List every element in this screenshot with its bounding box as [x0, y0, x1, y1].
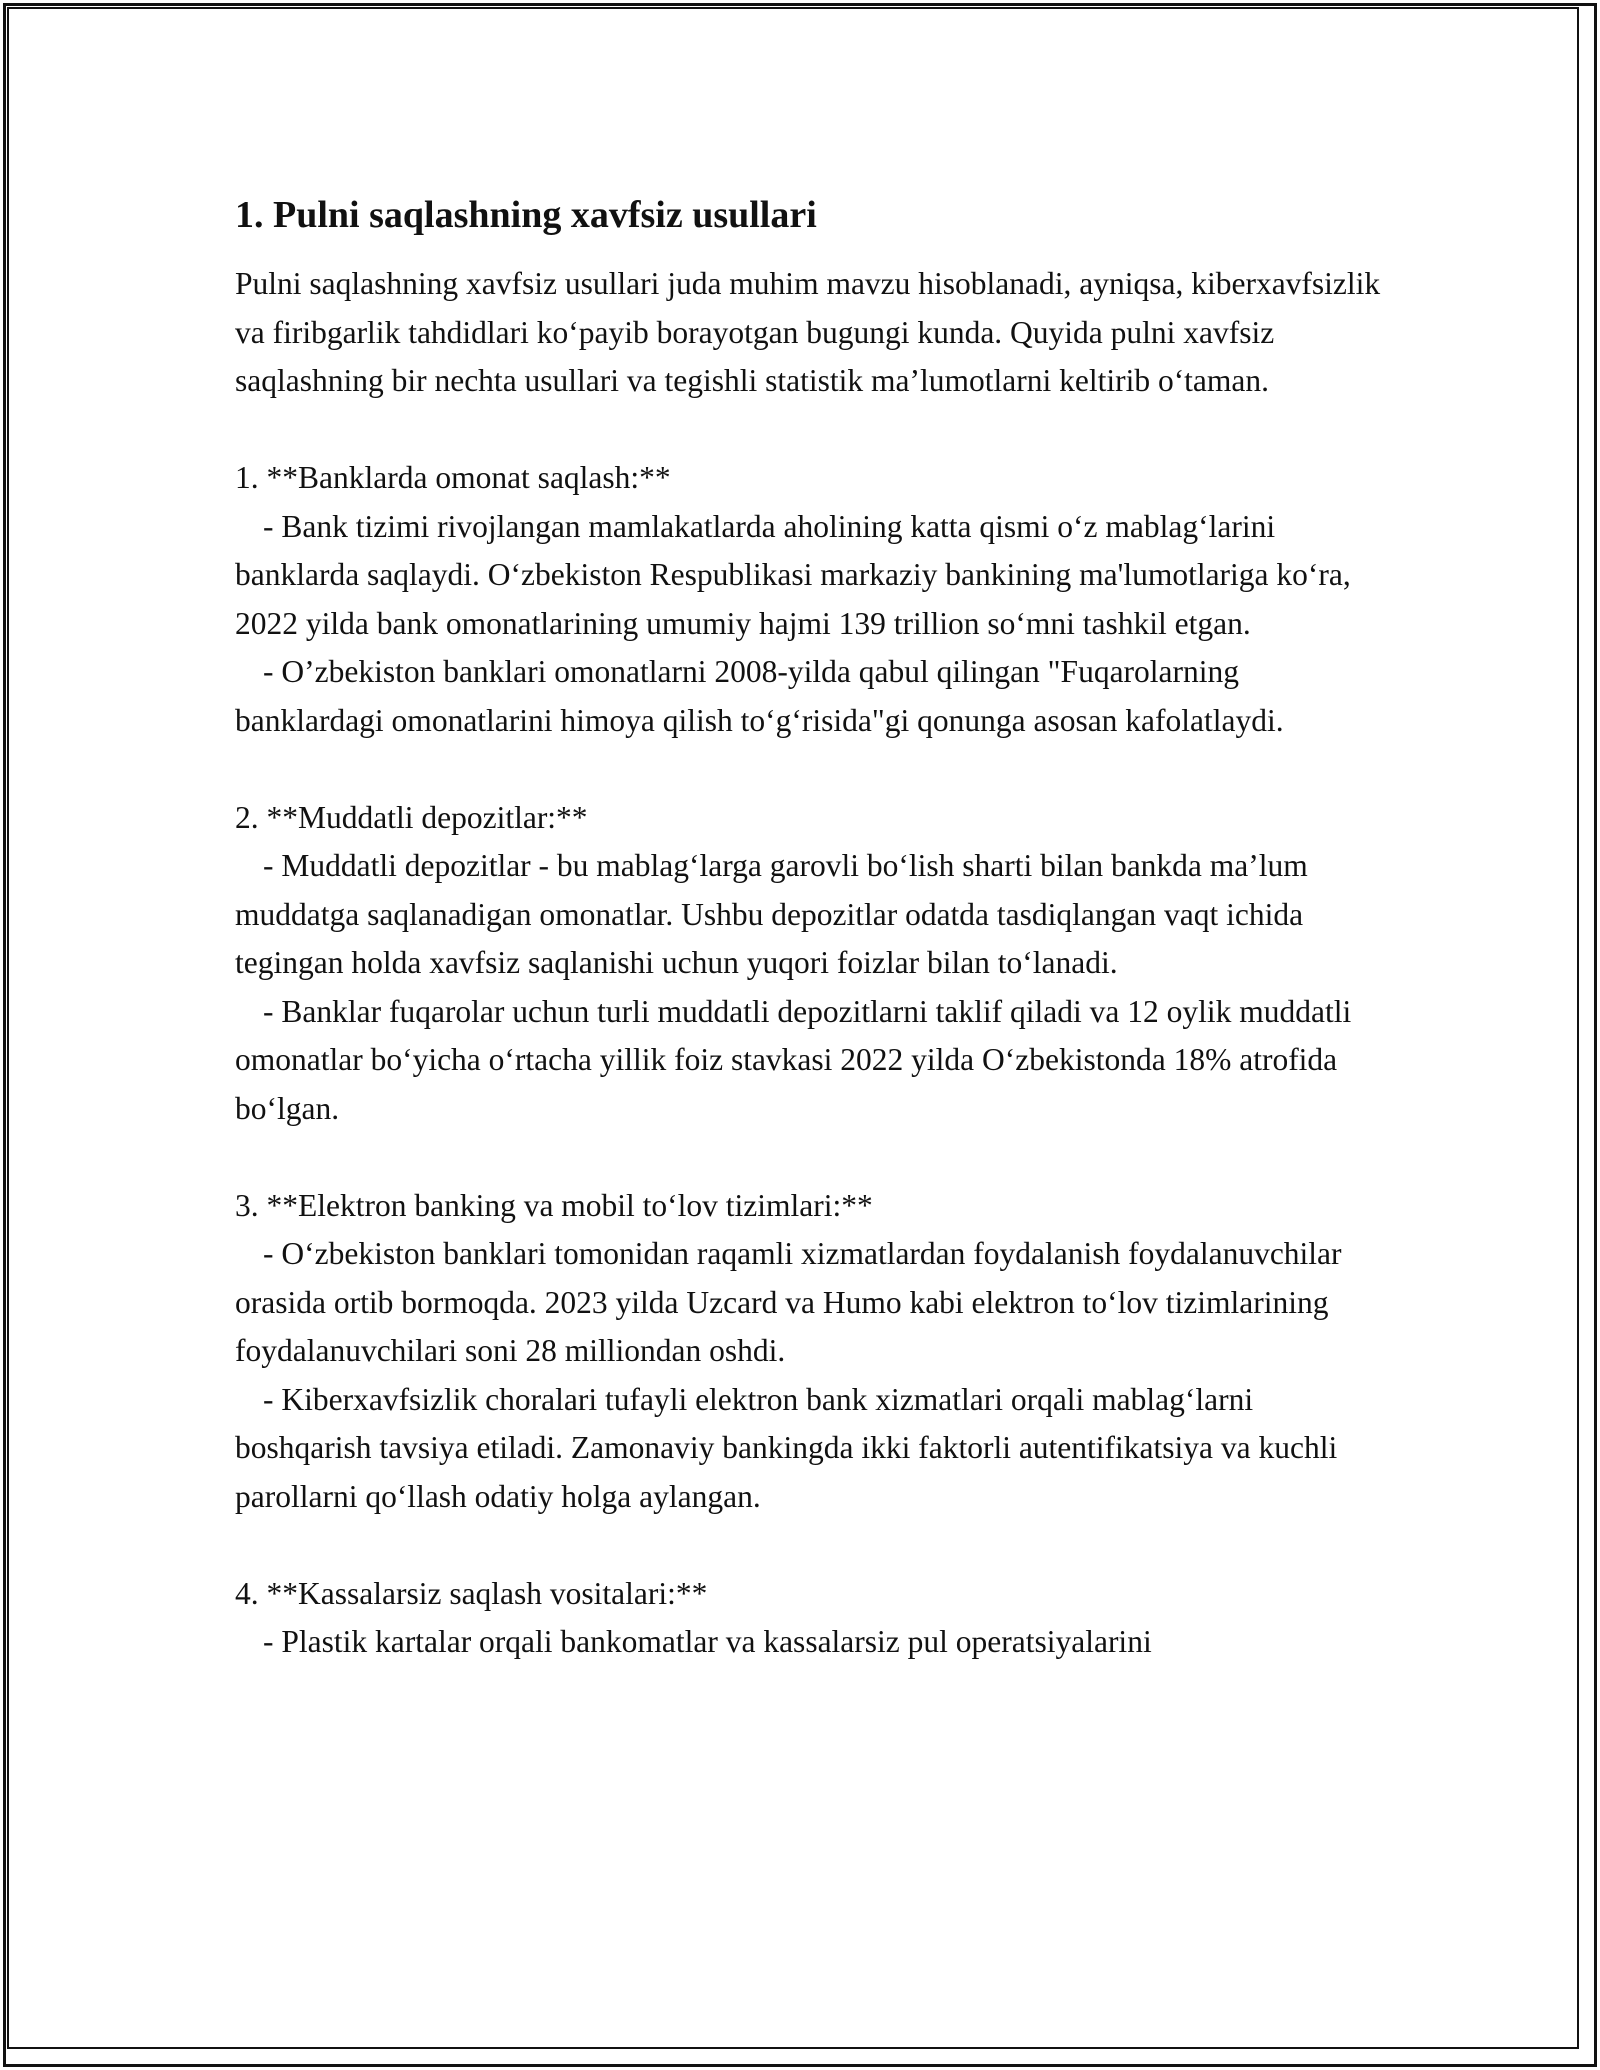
section-bullet: - O’zbekiston banklari omonatlarni 2008-yilda qabul qilingan "Fuqarolarning banklardagi omonatlarini himoya qilish to‘g‘risida"gi qonunga asosan kafolatlaydi.	[235, 654, 1284, 738]
spacer	[235, 1521, 1385, 1570]
section-bullet: - Banklar fuqarolar uchun turli muddatli depozitlarni taklif qiladi va 12 oylik muddatli omonatlar bo‘yicha o‘rtacha yillik foiz stavkasi 2022 yilda O‘zbekistonda 18% atrofida bo‘lgan.	[235, 993, 1352, 1126]
spacer	[235, 406, 1385, 455]
section-bullet: - Kiberxavfsizlik choralari tufayli elektron bank xizmatlari orqali mablag‘larni boshqarish tavsiya etiladi. Zamonaviy bankingda ikki faktorli autentifikatsiya va kuchli parollarni qo‘llash odatiy holga aylangan.	[235, 1381, 1338, 1514]
section-heading: 3. **Elektron banking va mobil to‘lov tizimlari:**	[235, 1187, 873, 1223]
spacer	[235, 745, 1385, 794]
spacer	[235, 1133, 1385, 1182]
section-bullet: - Muddatli depozitlar - bu mablag‘larga garovli bo‘lish sharti bilan bankda ma’lum muddatga saqlanadigan omonatlar. Ushbu depozitlar odatda tasdiqlangan vaqt ichida tegingan holda xavfsiz saqlanishi uchun yuqori foizlar bilan to‘lanadi.	[235, 848, 1308, 980]
section-1	[235, 454, 1385, 745]
document-body	[235, 190, 1389, 1667]
section-heading: 1. **Banklarda omonat saqlash:**	[235, 460, 671, 495]
section-heading: 2. **Muddatli depozitlar:**	[235, 799, 588, 835]
section-bullet: - Bank tizimi rivojlangan mamlakatlarda aholining katta qismi o‘z mablag‘larini banklarda saqlaydi. O‘zbekiston Respublikasi markaziy bankining ma'lumotlariga ko‘ra, 2022 yilda bank omonatlarining umumiy hajmi 139 trillion so‘mni tashkil etgan.	[235, 508, 1351, 641]
section-heading: 4. **Kassalarsiz saqlash vositalari:**	[235, 1575, 708, 1611]
document-title: 1. Pulni saqlashning xavfsiz usullari	[235, 194, 817, 236]
section-3	[235, 1182, 1385, 1522]
intro-paragraph: Pulni saqlashning xavfsiz usullari juda muhim mavzu hisoblanadi, ayniqsa, kiberxavfsizlik va firibgarlik tahdidlari ko‘payib borayotgan bugungi kunda. Quyida pulni xavfsiz saqlashning bir nechta usullari va tegishli statistik ma’lumotlarni keltirib o‘taman.	[235, 266, 1389, 398]
section-bullet: - O‘zbekiston banklari tomonidan raqamli xizmatlardan foydalanish foydalanuvchilar orasida ortib bormoqda. 2023 yilda Uzcard va Humo kabi elektron to‘lov tizimlarining foydalanuvchilari soni 28 milliondan oshdi.	[235, 1236, 1342, 1368]
section-2	[235, 794, 1385, 1134]
section-bullet: - Plastik kartalar orqali bankomatlar va kassalarsiz pul operatsiyalarini	[263, 1624, 1152, 1659]
section-4	[235, 1570, 1385, 1667]
